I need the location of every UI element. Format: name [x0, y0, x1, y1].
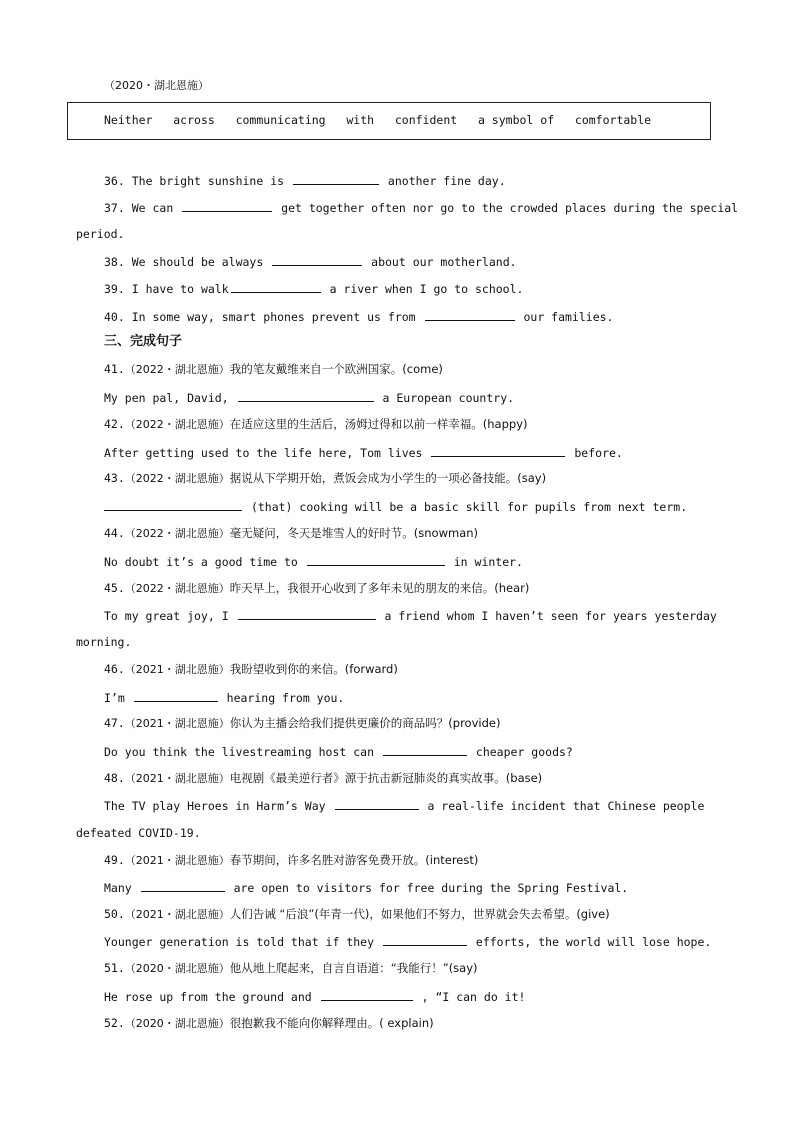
answer-blank[interactable] — [134, 689, 218, 702]
question-text: My pen pal, David, — [104, 391, 229, 405]
answer-blank[interactable] — [321, 988, 413, 1001]
question-chinese: 电视剧《最美逆行者》源于抗击新冠肺炎的真实故事。(base) — [229, 771, 543, 785]
question-chinese: 据说从下学期开始，煮饭会成为小学生的一项必备技能。(say) — [229, 471, 547, 485]
question-43-answer — [104, 498, 687, 515]
question-number: 52. — [104, 1016, 125, 1030]
question-source: （2022・湖北恩施） — [124, 472, 230, 485]
question-46-answer — [104, 689, 344, 706]
question-text: a European country. — [382, 391, 515, 405]
question-39 — [104, 280, 523, 297]
question-50-prompt — [104, 906, 610, 923]
question-48-continued: defeated COVID-19. — [76, 826, 201, 840]
answer-blank[interactable] — [238, 607, 376, 620]
question-51-answer — [104, 988, 525, 1005]
question-42-answer — [104, 444, 623, 461]
question-text: The TV play Heroes in Harm’s Way — [104, 799, 326, 813]
question-text: in winter. — [453, 555, 523, 569]
question-number: 40. — [104, 310, 125, 324]
question-source: （2021・湖北恩施） — [124, 663, 230, 676]
question-text: a river when I go to school. — [329, 282, 524, 296]
word-bank-item: comfortable — [574, 113, 652, 127]
question-51-prompt — [104, 960, 478, 977]
question-number: 47. — [104, 716, 125, 730]
question-source: （2022・湖北恩施） — [124, 582, 230, 595]
question-text: a real-life incident that Chinese people — [427, 799, 705, 813]
question-number: 36. — [104, 174, 125, 188]
question-chinese: 人们告诫 “后浪”(年青一代)，如果他们不努力，世界就会失去希望。(give) — [229, 907, 610, 921]
question-text: In some way, smart phones prevent us from — [131, 310, 416, 324]
question-45-answer — [104, 607, 717, 624]
answer-blank[interactable] — [141, 879, 225, 892]
question-chinese: 我盼望收到你的来信。(forward) — [229, 662, 398, 676]
question-chinese: 很抱歉我不能向你解释理由。( explain) — [229, 1016, 434, 1030]
question-chinese: 他从地上爬起来，自言自语道：“我能行！”(say) — [229, 961, 478, 975]
question-text: We can — [131, 201, 174, 215]
question-44-answer — [104, 553, 523, 570]
section-title: 三、完成句子 — [104, 334, 183, 349]
question-source: （2022・湖北恩施） — [124, 418, 230, 431]
question-text: I have to walk — [131, 282, 229, 296]
question-chinese: 在适应这里的生活后，汤姆过得和以前一样幸福。(happy) — [229, 417, 528, 431]
question-45-prompt — [104, 580, 529, 597]
question-41-prompt — [104, 361, 443, 378]
answer-blank[interactable] — [383, 933, 467, 946]
question-text: before. — [574, 446, 623, 460]
question-36 — [104, 172, 506, 189]
question-chinese: 我的笔友戴维来自一个欧洲国家。(come) — [229, 362, 443, 376]
question-source: （2021・湖北恩施） — [124, 908, 230, 921]
question-48-prompt — [104, 770, 542, 787]
question-text: We should be always — [131, 255, 264, 269]
answer-blank[interactable] — [431, 444, 565, 457]
question-source: （2021・湖北恩施） — [124, 772, 230, 785]
question-40 — [104, 308, 613, 325]
question-49-answer — [104, 879, 628, 896]
question-text: Younger generation is told that if they — [104, 935, 375, 949]
question-text: about our motherland. — [371, 255, 517, 269]
question-chinese: 春节期间，许多名胜对游客免费开放。(interest) — [229, 853, 479, 867]
question-48-answer — [104, 797, 704, 814]
question-text: To my great joy, I — [104, 609, 229, 623]
question-source: （2021・湖北恩施） — [124, 854, 230, 867]
question-text: Many — [104, 881, 132, 895]
question-text: I’m — [104, 691, 125, 705]
answer-blank[interactable] — [231, 280, 321, 293]
question-37-continued: period. — [76, 227, 125, 241]
question-46-prompt — [104, 661, 398, 678]
question-41-answer — [104, 389, 514, 406]
question-50-answer — [104, 933, 711, 950]
answer-blank[interactable] — [307, 553, 445, 566]
question-number: 49. — [104, 853, 125, 867]
answer-blank[interactable] — [104, 498, 242, 511]
word-bank-item: with — [346, 113, 375, 127]
question-number: 39. — [104, 282, 125, 296]
question-44-prompt — [104, 525, 478, 542]
question-number: 45. — [104, 581, 125, 595]
answer-blank[interactable] — [335, 797, 419, 810]
box-source-label: （2020・湖北恩施） — [104, 79, 209, 92]
answer-blank[interactable] — [238, 389, 374, 402]
word-bank-item: across — [173, 113, 215, 127]
question-number: 41. — [104, 362, 125, 376]
question-source: （2021・湖北恩施） — [124, 717, 230, 730]
question-text: , “I can do it! — [421, 990, 526, 1004]
question-source: （2020・湖北恩施） — [124, 1017, 230, 1030]
question-text: He rose up from the ground and — [104, 990, 312, 1004]
question-text: Do you think the livestreaming host can — [104, 745, 375, 759]
question-text: another fine day. — [387, 174, 506, 188]
word-bank-item: communicating — [235, 113, 326, 127]
question-43-prompt — [104, 470, 546, 487]
word-bank — [104, 113, 651, 127]
question-number: 48. — [104, 771, 125, 785]
question-text: our families. — [523, 310, 614, 324]
question-chinese: 你认为主播会给我们提供更廉价的商品吗？(provide) — [229, 716, 501, 730]
question-text: cheaper goods? — [475, 745, 573, 759]
question-49-prompt — [104, 852, 478, 869]
question-text: get together often nor go to the crowded places during the special — [281, 201, 739, 215]
word-bank-item: a symbol of — [477, 113, 555, 127]
question-number: 38. — [104, 255, 125, 269]
question-text: efforts, the world will lose hope. — [475, 935, 712, 949]
question-number: 44. — [104, 526, 125, 540]
answer-blank[interactable] — [293, 172, 379, 185]
question-text: a friend whom I haven’t seen for years yesterday — [384, 609, 717, 623]
question-source: （2020・湖北恩施） — [124, 962, 230, 975]
answer-blank[interactable] — [182, 199, 272, 212]
question-47-prompt — [104, 715, 500, 732]
question-38 — [104, 253, 517, 270]
question-52-prompt — [104, 1015, 434, 1032]
question-47-answer — [104, 743, 573, 760]
question-number: 42. — [104, 417, 125, 431]
question-number: 37. — [104, 201, 125, 215]
question-text: The bright sunshine is — [131, 174, 285, 188]
answer-blank[interactable] — [272, 253, 362, 266]
word-bank-box — [67, 102, 711, 140]
question-number: 43. — [104, 471, 125, 485]
question-42-prompt — [104, 416, 528, 433]
answer-blank[interactable] — [425, 308, 515, 321]
question-37 — [104, 199, 738, 216]
question-chinese: 昨天早上，我很开心收到了多年未见的朋友的来信。(hear) — [229, 581, 530, 595]
question-text: No doubt it’s a good time to — [104, 555, 298, 569]
word-bank-item: confident — [394, 113, 458, 127]
question-source: （2022・湖北恩施） — [124, 527, 230, 540]
answer-blank[interactable] — [383, 743, 467, 756]
question-number: 51. — [104, 961, 125, 975]
question-text: After getting used to the life here, Tom lives — [104, 446, 423, 460]
question-text: are open to visitors for free during the Spring Festival. — [233, 881, 629, 895]
question-text: hearing from you. — [226, 691, 345, 705]
question-number: 50. — [104, 907, 125, 921]
question-45-continued: morning. — [76, 635, 132, 649]
question-chinese: 毫无疑问，冬天是堆雪人的好时节。(snowman) — [229, 526, 479, 540]
question-text: (that) cooking will be a basic skill for pupils from next term. — [250, 500, 688, 514]
word-bank-item: Neither — [104, 113, 153, 127]
question-number: 46. — [104, 662, 125, 676]
question-source: （2022・湖北恩施） — [124, 363, 230, 376]
